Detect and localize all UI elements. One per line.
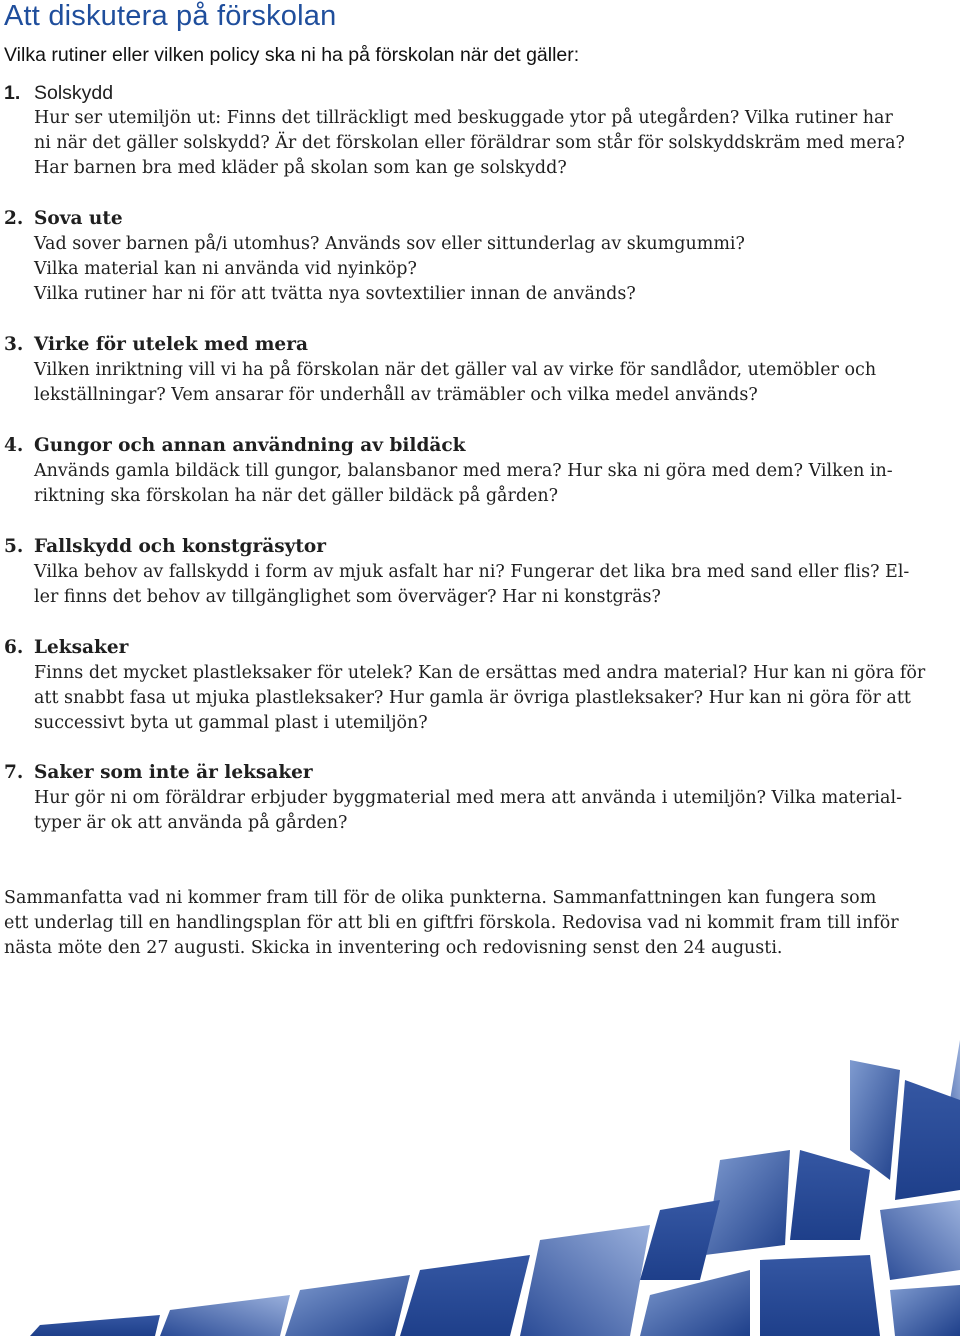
section-sova-ute	[4, 206, 924, 307]
mosaic-tile	[285, 1275, 410, 1336]
section-text-line: Vilka rutiner har ni för att tvätta nya sovtextilier innan de används?	[34, 284, 636, 304]
section-virke	[4, 332, 924, 408]
section-text-line: riktning ska förskolan ha när det gäller bildäck på gården?	[34, 486, 559, 506]
mosaic-tile	[890, 1285, 960, 1336]
mosaic-tile	[895, 1080, 960, 1200]
section-number: 2.	[4, 208, 24, 229]
page-title: Att diskutera på förskolan	[4, 0, 337, 32]
section-text-line: Hur ser utemiljön ut: Finns det tillräckligt med beskuggade ytor på utegården? Vilka rutiner har	[34, 108, 893, 128]
section-text-line: Finns det mycket plastleksaker för utelek? Kan de ersättas med andra material? Hur kan ni göra för	[34, 663, 926, 683]
section-number: 7.	[4, 762, 24, 783]
section-title: Fallskydd och konstgräsytor	[34, 536, 326, 557]
mosaic-tile	[160, 1295, 290, 1336]
section-number: 3.	[4, 334, 24, 355]
section-title: Virke för utelek med mera	[34, 334, 308, 355]
section-text-line: Vilken inriktning vill vi ha på förskolan när det gäller val av virke för sandlådor, utemöbler och	[34, 360, 877, 380]
section-number: 5.	[4, 536, 24, 557]
section-text-line: Har barnen bra med kläder på skolan som kan ge solskydd?	[34, 158, 567, 178]
section-heading	[4, 760, 924, 786]
section-title: Leksaker	[34, 637, 129, 658]
section-text-line: successivt byta ut gammal plast i utemiljön?	[34, 713, 428, 733]
section-text-line: Hur gör ni om föräldrar erbjuder byggmaterial med mera att använda i utemiljön? Vilka material-	[34, 788, 902, 808]
section-title: Gungor och annan användning av bildäck	[34, 435, 466, 456]
summary-line: nästa möte den 27 augusti. Skicka in inventering och redovisning senst den 24 augusti.	[4, 938, 783, 958]
section-leksaker	[4, 635, 924, 736]
mosaic-tile	[520, 1225, 650, 1336]
mosaic-tile	[400, 1255, 530, 1336]
section-heading	[4, 332, 924, 358]
section-title: Solskydd	[34, 82, 114, 104]
section-text-line: ler finns det behov av tillgänglighet som överväger? Har ni konstgräs?	[34, 587, 661, 607]
section-text-line: lekställningar? Vem ansarar för underhåll av trämäbler och vilka medel används?	[34, 385, 758, 405]
section-text-line: Vilka material kan ni använda vid nyinköp?	[34, 259, 417, 279]
mosaic-tile	[30, 1315, 160, 1336]
section-text-line: att snabbt fasa ut mjuka plastleksaker? Hur gamla är övriga plastleksaker? Hur kan ni göra för att	[34, 688, 911, 708]
mosaic-shapes	[30, 1040, 960, 1336]
section-number: 1.	[4, 82, 21, 104]
section-heading	[4, 206, 924, 232]
section-text-line: Vilka behov av fallskydd i form av mjuk asfalt har ni? Fungerar det lika bra med sand eller flis? El-	[34, 562, 910, 582]
mosaic-tile	[850, 1060, 900, 1180]
section-title: Saker som inte är leksaker	[34, 762, 313, 783]
section-gungor	[4, 433, 924, 509]
section-solskydd	[4, 80, 924, 181]
section-heading	[4, 80, 924, 106]
mosaic-tile	[760, 1255, 880, 1336]
section-number: 4.	[4, 435, 24, 456]
section-fallskydd	[4, 534, 924, 610]
page-subtitle: Vilka rutiner eller vilken policy ska ni ha på förskolan när det gäller:	[4, 44, 580, 66]
section-heading	[4, 534, 924, 560]
section-heading	[4, 635, 924, 661]
section-text-line: Används gamla bildäck till gungor, balansbanor med mera? Hur ska ni göra med dem? Vilken in-	[34, 461, 893, 481]
section-title: Sova ute	[34, 208, 123, 229]
section-text-line: Vad sover barnen på/i utomhus? Används sov eller sittunderlag av skumgummi?	[34, 234, 745, 254]
section-heading	[4, 433, 924, 459]
section-text-line: ni när det gäller solskydd? Är det förskolan eller föräldrar som står för solskyddskräm med mera?	[34, 133, 905, 153]
mosaic-tile	[640, 1200, 720, 1280]
summary-paragraph	[4, 886, 934, 961]
decorative-mosaic	[0, 1040, 960, 1336]
summary-line: ett underlag till en handlingsplan för att bli en giftfri förskola. Redovisa vad ni kommit fram till inför	[4, 913, 899, 933]
summary-line: Sammanfatta vad ni kommer fram till för de olika punkterna. Sammanfattningen kan fungera som	[4, 888, 877, 908]
section-saker	[4, 760, 924, 836]
mosaic-tile	[880, 1200, 960, 1280]
mosaic-tile	[790, 1150, 870, 1240]
section-number: 6.	[4, 637, 24, 658]
section-text-line: typer är ok att använda på gården?	[34, 813, 348, 833]
